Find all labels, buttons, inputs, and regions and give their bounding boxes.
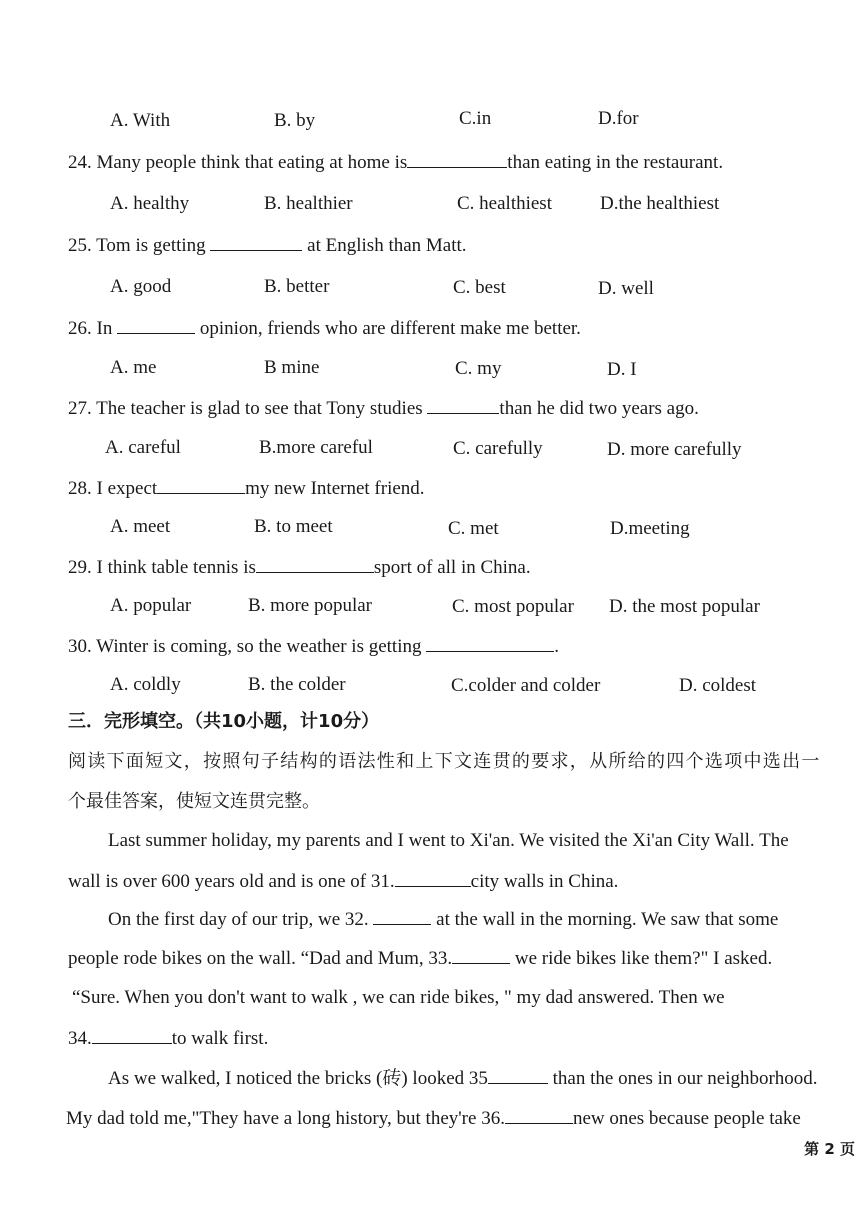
q25-option-b: B. better xyxy=(264,276,330,297)
q28-stem xyxy=(68,476,425,501)
section-3-heading: 三．完形填空。（共10小题，计10分） xyxy=(68,711,380,732)
section-3-instruction-line-1: 阅读下面短文，按照句子结构的语法性和上下文连贯的要求，从所给的四个选项中选出一 xyxy=(68,751,821,772)
q29-option-c: C. most popular xyxy=(452,596,574,617)
passage-line-4 xyxy=(68,946,772,971)
q25-stem-pre: 25. Tom is getting xyxy=(68,235,206,256)
passage-line-8-pre: My dad told me,"They have a long history, but they're 36. xyxy=(66,1108,505,1129)
q27-blank xyxy=(427,396,499,414)
q30-blank xyxy=(426,634,554,652)
q25-stem xyxy=(68,233,467,258)
passage-line-4-post: we ride bikes like them?" I asked. xyxy=(514,948,773,969)
q29-stem-post: sport of all in China. xyxy=(373,557,531,578)
q23-option-c: C.in xyxy=(459,108,492,129)
blank-34 xyxy=(92,1026,172,1044)
q30-option-c: C.colder and colder xyxy=(451,675,601,696)
passage-line-3-post: at the wall in the morning. We saw that some xyxy=(436,909,779,930)
passage-line-6-post: to walk first. xyxy=(171,1028,269,1049)
q26-stem-pre: 26. In xyxy=(68,318,113,339)
q27-stem-pre: 27. The teacher is glad to see that Tony studies xyxy=(68,398,423,419)
passage-line-3 xyxy=(108,907,778,932)
q26-option-b: B mine xyxy=(264,357,320,378)
q30-stem-post: . xyxy=(554,636,559,657)
q23-option-a: A. With xyxy=(110,110,171,131)
q23-option-d: D.for xyxy=(598,108,639,129)
q28-option-d: D.meeting xyxy=(610,518,690,539)
blank-31 xyxy=(395,869,471,887)
passage-line-7-post: than the ones in our neighborhood. xyxy=(552,1068,818,1089)
q28-stem-pre: 28. I expect xyxy=(68,478,158,499)
q25-option-c: C. best xyxy=(453,277,506,298)
q29-option-a: A. popular xyxy=(110,595,192,616)
q29-stem-pre: 29. I think table tennis is xyxy=(68,557,256,578)
q27-option-b: B.more careful xyxy=(259,437,373,458)
q29-stem xyxy=(68,555,531,580)
q26-stem xyxy=(68,316,581,341)
passage-line-5: “Sure. When you don't want to walk , we can ride bikes, " my dad answered. Then we xyxy=(72,987,725,1008)
q29-option-d: D. the most popular xyxy=(609,596,760,617)
passage-line-8 xyxy=(66,1106,801,1131)
q29-blank xyxy=(256,555,374,573)
passage-line-2-post: city walls in China. xyxy=(470,871,619,892)
blank-32 xyxy=(373,907,431,925)
q28-option-c: C. met xyxy=(448,518,499,539)
passage-line-7-pre: As we walked, I noticed the bricks (砖) looked 35 xyxy=(108,1068,488,1089)
blank-35 xyxy=(488,1066,548,1084)
q24-option-b: B. healthier xyxy=(264,193,353,214)
q30-option-b: B. the colder xyxy=(248,674,346,695)
q28-stem-post: my new Internet friend. xyxy=(245,478,425,499)
passage-line-6 xyxy=(68,1026,268,1051)
q24-blank xyxy=(407,150,507,168)
q25-blank xyxy=(210,233,302,251)
q28-blank xyxy=(157,476,245,494)
q26-option-d: D. I xyxy=(607,359,637,380)
q26-option-c: C. my xyxy=(455,358,502,379)
section-3-instruction-line-2: 个最佳答案，使短文连贯完整。 xyxy=(68,791,320,812)
passage-line-3-pre: On the first day of our trip, we 32. xyxy=(108,909,369,930)
q30-stem-pre: 30. Winter is coming, so the weather is getting xyxy=(68,636,422,657)
passage-line-1: Last summer holiday, my parents and I went to Xi'an. We visited the Xi'an City Wall. The xyxy=(108,830,789,851)
passage-line-2 xyxy=(68,869,618,894)
q28-option-b: B. to meet xyxy=(254,516,333,537)
q27-option-c: C. carefully xyxy=(453,438,543,459)
q30-stem xyxy=(68,634,559,659)
q27-option-a: A. careful xyxy=(105,437,181,458)
passage-line-2-pre: wall is over 600 years old and is one of 31. xyxy=(68,871,395,892)
blank-33 xyxy=(452,946,510,964)
passage-line-8-post: new ones because people take xyxy=(572,1108,801,1129)
q30-option-d: D. coldest xyxy=(679,675,757,696)
q26-option-a: A. me xyxy=(110,357,157,378)
page-number: 第 2 页 xyxy=(804,1140,855,1158)
q30-option-a: A. coldly xyxy=(110,674,181,695)
q25-option-d: D. well xyxy=(598,278,654,299)
q24-option-c: C. healthiest xyxy=(457,193,552,214)
q24-option-d: D.the healthiest xyxy=(600,193,720,214)
q27-stem-post: than he did two years ago. xyxy=(499,398,699,419)
blank-36 xyxy=(505,1106,573,1124)
q25-stem-post: at English than Matt. xyxy=(307,235,467,256)
q24-option-a: A. healthy xyxy=(110,193,190,214)
q26-blank xyxy=(117,316,195,334)
q27-stem xyxy=(68,396,699,421)
q29-option-b: B. more popular xyxy=(248,595,373,616)
q28-option-a: A. meet xyxy=(110,516,171,537)
passage-line-6-pre: 34. xyxy=(68,1028,92,1049)
q27-option-d: D. more carefully xyxy=(607,439,742,460)
q26-stem-post: opinion, friends who are different make me better. xyxy=(199,318,581,339)
q24-stem xyxy=(68,150,723,175)
q23-option-b: B. by xyxy=(274,110,316,131)
q24-stem-post: than eating in the restaurant. xyxy=(507,152,724,173)
q24-stem-pre: 24. Many people think that eating at home is xyxy=(68,152,408,173)
q25-option-a: A. good xyxy=(110,276,172,297)
passage-line-7 xyxy=(108,1066,818,1091)
passage-line-4-pre: people rode bikes on the wall. “Dad and Mum, 33. xyxy=(68,948,453,969)
